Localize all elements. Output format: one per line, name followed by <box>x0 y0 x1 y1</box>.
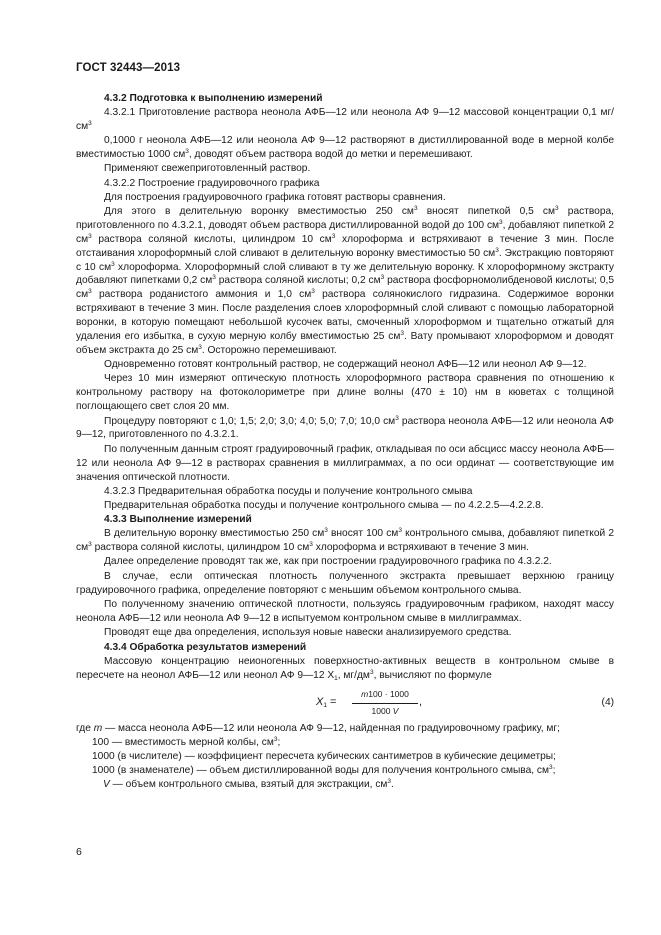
paragraph: Применяют свежеприготовленный раствор. <box>104 163 311 175</box>
definition-m: где m — масса неонола АФБ—12 или неонола АФ 9—12, найденная по градуировочному графику, мг; <box>76 723 560 735</box>
definition-100: 100 — вместимость мерной колбы, $см^3$; <box>92 736 281 749</box>
paragraph: Для этого в делительную воронку вместимостью 250 $см^3$ вносят пипеткой 0,5 $см^3$ раствора, приготовленного по 4.3.2.1, доводят объем раствора дистиллированной водой до 100 $см^3$, добавляют пипеткой 2 $см^3$ раствора соляной кислоты, цилиндром 10 $см^3$ хлороформа и встряхивают в течение 3 мин. После отстаивания хлороформный слой сливают в делительную воронку вместимостью 50 $см^3$. Экстракцию повторяют с 10 $см^3$ хлороформа. Хлороформный слой сливают в ту же делительную воронку. К хлороформному экстракту добавляют пипетками 0,2 $см^3$ раствора соляной кислоты; 0,2 $см^3$ раствора фосфорномолибденовой кислоты; 0,5 $см^3$ раствора роданистого аммония и 1,0 $см^3$ раствора солянокислого гидразина. Содержимое воронки встряхивают в течение 3 мин. После разделения слоев хлороформный слой сливают с помощью лабораторной воронки, в которую помещают небольшой кусочек ваты, смоченный хлороформом и тщательно отжатый для удаления его избытка, в сухую мерную колбу вместимостью 25 $см^3$. Вату промывают хлороформом и доводят объем экстракта до 25 $см^3$. Осторожно перемешивают. <box>76 205 615 356</box>
document-header: ГОСТ 32443—2013 <box>76 62 181 74</box>
paragraph: По полученным данным строят градуировочный график, откладывая по оси абсцисс массу неонола АФБ—12 или неонола АФ 9—12 в растворах сравнения в миллиграммах, а по оси ординат — соответствующие им значения оптической плотности. <box>76 443 614 483</box>
paragraph: По полученному значению оптической плотности, пользуясь градуировочным графиком, находят массу неонола АФБ—12 или неонола АФ 9—12 в испытуемом контрольном смыве в миллиграммах. <box>76 599 614 624</box>
definition-1000-numerator: 1000 (в числителе) — коэффициент пересчета кубических сантиметров в кубические дециметры; <box>92 751 556 763</box>
paragraph: Проводят еще два определения, используя новые навески анализируемого средства. <box>104 627 512 639</box>
subsection-4-3-2-1-title: 4.3.2.1 Приготовление раствора неонола АФБ—12 или неонола АФ 9—12 массовой концентрации 0,1 $мг/см^3$ <box>76 106 614 132</box>
paragraph: Массовую концентрацию неионогенных поверхностно-активных веществ в контрольном смыве в пересчете на неонол АФБ—12 или неонол АФ 9—12 $X_1$, $мг/дм^3$, вычисляют по формуле <box>76 655 614 682</box>
paragraph: В делительную воронку вместимостью 250 $см^3$ вносят 100 $см^3$ контрольного смыва, добавляют пипеткой 2 $см^3$ раствора соляной кислоты, цилиндром 10 $см^3$ хлороформа и встряхивают в течение 3 мин. <box>76 527 614 553</box>
paragraph: 0,1000 г неонола АФБ—12 или неонола АФ 9—12 растворяют в дистиллированной воде в мерной колбе вместимостью 1000 $см^3$, доводят объем раствора водой до метки и перемешивают. <box>76 135 614 160</box>
section-heading-4-3-2: 4.3.2 Подготовка к выполнению измерений <box>104 93 323 104</box>
formula-comma: , <box>419 696 423 709</box>
paragraph: Процедуру повторяют с 1,0; 1,5; 2,0; 3,0; 4,0; 5,0; 7,0; 10,0 $см^3$ раствора неонола АФБ—12 или неонола АФ 9—12, приготовленного по 4.3.2.1. <box>76 414 614 441</box>
page-number: 6 <box>76 846 82 858</box>
definition-v: V — объем контрольного смыва, взятый для экстракции, $см^3$. <box>103 777 394 790</box>
formula-4 <box>76 688 614 718</box>
formula-definitions <box>76 722 614 791</box>
paragraph: Одновременно готовят контрольный раствор, не содержащий неонол АФБ—12 или неонол АФ 9—12. <box>104 359 587 370</box>
formula-lhs: $X_1$ = <box>316 696 337 710</box>
paragraph: Для построения градуировочного графика готовят растворы сравнения. <box>104 191 446 203</box>
paragraph: В случае, если оптическая плотность полученного экстракта превышает верхнюю границу градуировочного графика, определение повторяют с меньшим объемом контрольного смыва. <box>76 570 614 596</box>
paragraph: Через 10 мин измеряют оптическую плотность хлороформного раствора сравнения по отношению к контрольному раствору на фотоколориметре при длине волны (470 ± 10) нм в кюветах с толщиной поглощающего свет слоя 20 мм. <box>76 373 614 413</box>
formula-number: (4) <box>601 697 614 709</box>
section-heading-4-3-4: 4.3.4 Обработка результатов измерений <box>104 641 307 653</box>
paragraph: Предварительная обработка посуды и получение контрольного смыва — по 4.2.2.5—4.2.2.8. <box>104 499 544 511</box>
formula-numerator: m100 · 1000 <box>352 688 418 704</box>
subsection-4-3-2-2-title: 4.3.2.2 Построение градуировочного графика <box>104 177 320 189</box>
definition-1000-denominator: 1000 (в знаменателе) — объем дистиллированной воды для получения контрольного смыва, $см^3$; <box>92 763 556 776</box>
paragraph: Далее определение проводят так же, как при построении градуировочного графика по 4.3.2.2. <box>104 556 552 568</box>
subsection-4-3-2-3-title: 4.3.2.3 Предварительная обработка посуды и получение контрольного смыва <box>104 485 473 497</box>
document-body <box>76 92 614 792</box>
formula-fraction <box>352 688 418 719</box>
section-heading-4-3-3: 4.3.3 Выполнение измерений <box>104 514 252 526</box>
formula-denominator: 1000 V <box>371 706 399 717</box>
